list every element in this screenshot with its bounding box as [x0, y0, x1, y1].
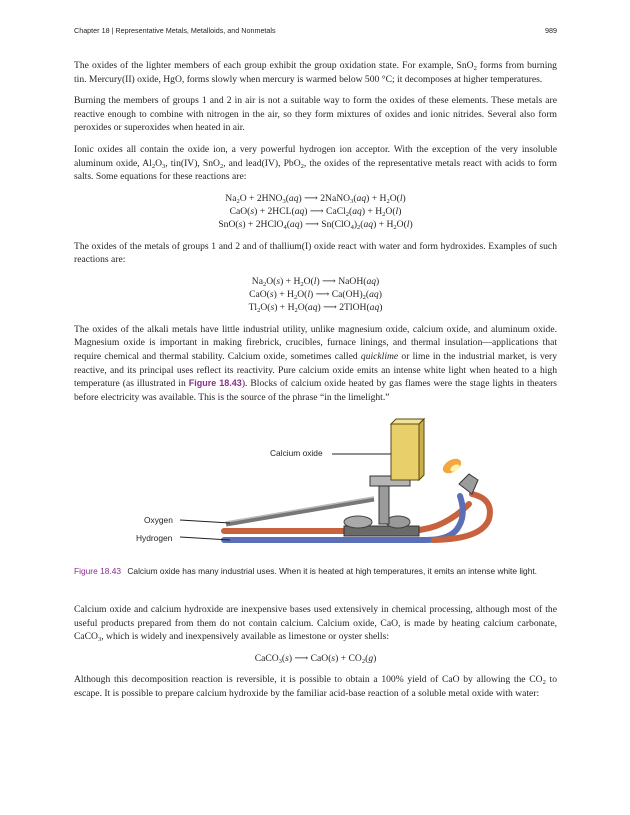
- hydrogen-label: Hydrogen: [136, 533, 173, 544]
- limelight-figure: [74, 414, 557, 562]
- water-equations: [74, 275, 557, 315]
- figure-number: Figure 18.43: [74, 566, 122, 577]
- page-content: [74, 59, 557, 709]
- equation: CaO(s) + 2HCL(aq) ⟶ CaCl$_2$(aq) + $H_2O(l)$: [229, 206, 402, 219]
- base-knob-left: [344, 516, 372, 528]
- paragraph-5: The oxides of the alkali metals have little industrial utility, unlike magnesium oxide, calcium oxide, and aluminum oxide. Magnesium oxide is important in making firebrick, crucibles, furnace linings, and thermal insulation—applications that require chemical and thermal stability. Calcium oxide, sometimes called quicklime or lime in the industrial market, is very reactive, and its principal uses reflect its reactivity. Pure calcium oxide emits an intense white light when heated to a high temperature (as illustrated in Figure 18.43). Blocks of calcium oxide heated by gas flames were the stage lights in theaters before electricity was available. This is the source of the phrase “in the limelight.”: [74, 323, 558, 403]
- chapter-title: Chapter 18 | Representative Metals, Metalloids, and Nonmetals: [74, 26, 276, 35]
- base-knob-right: [386, 516, 410, 528]
- calcium-oxide-block: [391, 424, 419, 480]
- equation: $Na_2O + 2HNO_3(aq)$ ⟶ 2NaNO$_3$(aq) + $H_2O(l)$: [225, 192, 406, 205]
- burner-flame: [440, 456, 463, 476]
- paragraph-7: Although this decomposition reaction is reversible, it is possible to obtain a 100% yield of CaO by allowing the $CO_2$ to escape. It is possible to prepare calcium hydroxide by the familiar acid-base reaction of a soluble metal oxide with water:: [74, 674, 557, 699]
- decomposition-equation: [74, 652, 557, 665]
- equation: $Na_2O(s) + H_2O(l)$ ⟶ NaOH(aq): [251, 275, 380, 288]
- page-number: 989: [545, 26, 557, 35]
- paragraph-6: Calcium oxide and calcium hydroxide are inexpensive bases used extensively in chemical processing, although most of the useful products prepared from them do not contain calcium. Calcium oxide, CaO, is made by heating calcium carbonate, CaCO$_3$, which is widely and inexpensively available as limestone or oyster shells:: [74, 604, 557, 644]
- paragraph-2: Burning the members of groups 1 and 2 in air is not a suitable way to form the oxides of these elements. These metals are reactive enough to combine with nitrogen in the air, so they form mixtures of oxides and ionic nitrides. Several also form peroxides or superoxides when heated in air.: [74, 95, 557, 134]
- figure-caption-text: Calcium oxide has many industrial uses. When it is heated at high temperatures, it emits an intense white light.: [127, 566, 538, 577]
- clamp-post: [379, 484, 389, 524]
- equation: $Tl_2O(s) + H_2O(aq)$ ⟶ 2TlOH(aq): [248, 302, 383, 315]
- paragraph-4: The oxides of the metals of groups 1 and 2 and of thallium(I) oxide react with water and form hydroxides. Examples of such reactions are:: [74, 240, 557, 266]
- calcium-oxide-side: [419, 419, 424, 480]
- equation: $CaO(s) + H_2O(l)$ ⟶ $Ca(OH)_2(aq)$: [249, 289, 382, 302]
- figure-reference-link[interactable]: Figure 18.43: [188, 378, 242, 389]
- oxygen-label: Oxygen: [144, 515, 173, 526]
- oxygen-leader: [180, 520, 230, 523]
- burner-nozzle: [459, 474, 478, 494]
- paragraph-1: The oxides of the lighter members of each group exhibit the group oxidation state. For example, SnO$_2$ forms from burning tin. Mercury(II) oxide, HgO, forms slowly when mercury is warmed below 500 °C; it decomposes at higher temperatures.: [74, 60, 557, 85]
- page-header: [74, 26, 557, 35]
- paragraph-3: Ionic oxides all contain the oxide ion, a very powerful hydrogen ion acceptor. With the exception of the very insoluble aluminum oxide, $Al_2O_3$, tin(IV), SnO$_2$, and lead(IV), PbO$_2$, the oxides of the representative metals react with acids to form salts. Some equations for these reactions are:: [74, 143, 557, 183]
- acid-equations: [74, 192, 557, 232]
- equation: SnO(s) + 2HClO$_4$(aq) ⟶ $Sn(ClO_4)_2(aq) + H_2O(l)$: [218, 219, 413, 232]
- calcium-oxide-label: Calcium oxide: [270, 448, 323, 459]
- equation: CaCO$_3$(s) ⟶ $CaO(s) + CO_2(g)$: [254, 653, 377, 666]
- figure-caption: [74, 566, 557, 577]
